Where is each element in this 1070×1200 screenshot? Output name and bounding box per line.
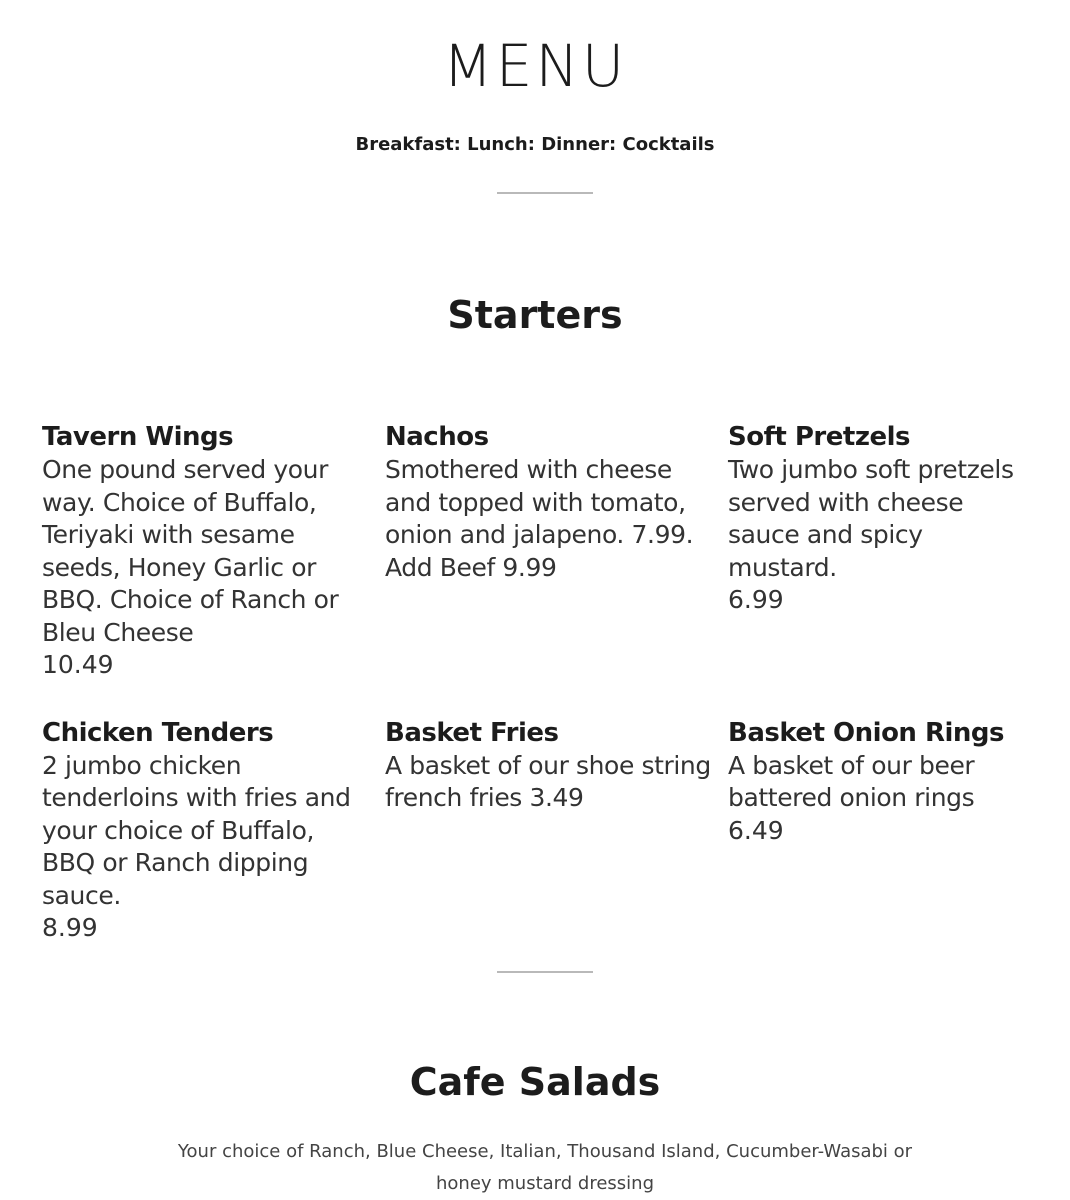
section-title-starters: Starters [447, 293, 623, 337]
page-title: MENU [442, 32, 628, 100]
menu-item-tavern-wings [42, 420, 385, 682]
menu-item-soft-pretzels [728, 420, 1042, 682]
menu-item-basket-fries [385, 716, 728, 945]
item-description: A basket of our beer battered onion rings [728, 750, 975, 812]
item-name: Basket Fries [385, 717, 559, 748]
item-description: One pound served your way. Choice of Buffalo, Teriyaki with sesame seeds, Honey Garlic or BBQ. Choice of Ranch or Bleu Cheese [42, 455, 339, 647]
item-name: Soft Pretzels [728, 422, 910, 452]
item-description: A basket of our shoe string french fries 3.49 [385, 750, 711, 812]
menu-item-chicken-tenders [42, 716, 385, 945]
item-name: Tavern Wings [42, 422, 234, 452]
item-name: Nachos [385, 422, 489, 452]
item-description: Two jumbo soft pretzels served with cheese sauce and spicy mustard. [728, 455, 1014, 582]
divider [497, 192, 593, 194]
starters-grid [42, 420, 1042, 945]
item-name: Basket Onion Rings [728, 717, 1005, 748]
section-title-cafe-salads: Cafe Salads [409, 1060, 661, 1104]
divider [497, 971, 593, 973]
item-price: 6.49 [728, 815, 784, 845]
menu-item-nachos [385, 420, 728, 682]
item-description: 2 jumbo chicken tenderloins with fries and your choice of Buffalo, BBQ or Ranch dipping sauce. [42, 750, 351, 910]
item-description: Smothered with cheese and topped with tomato, onion and jalapeno. 7.99. Add Beef 9.99 [385, 455, 694, 582]
menu-item-basket-onion-rings [728, 716, 1042, 945]
meal-times-nav: Breakfast: Lunch: Dinner: Cocktails [355, 134, 715, 155]
item-price: 8.99 [42, 913, 98, 942]
item-price: 6.99 [728, 585, 784, 614]
item-name: Chicken Tenders [42, 717, 274, 748]
item-price: 10.49 [42, 650, 114, 679]
salad-dressing-note: Your choice of Ranch, Blue Cheese, Italian, Thousand Island, Cucumber-Wasabi or honey mustard dressing [177, 1141, 913, 1194]
